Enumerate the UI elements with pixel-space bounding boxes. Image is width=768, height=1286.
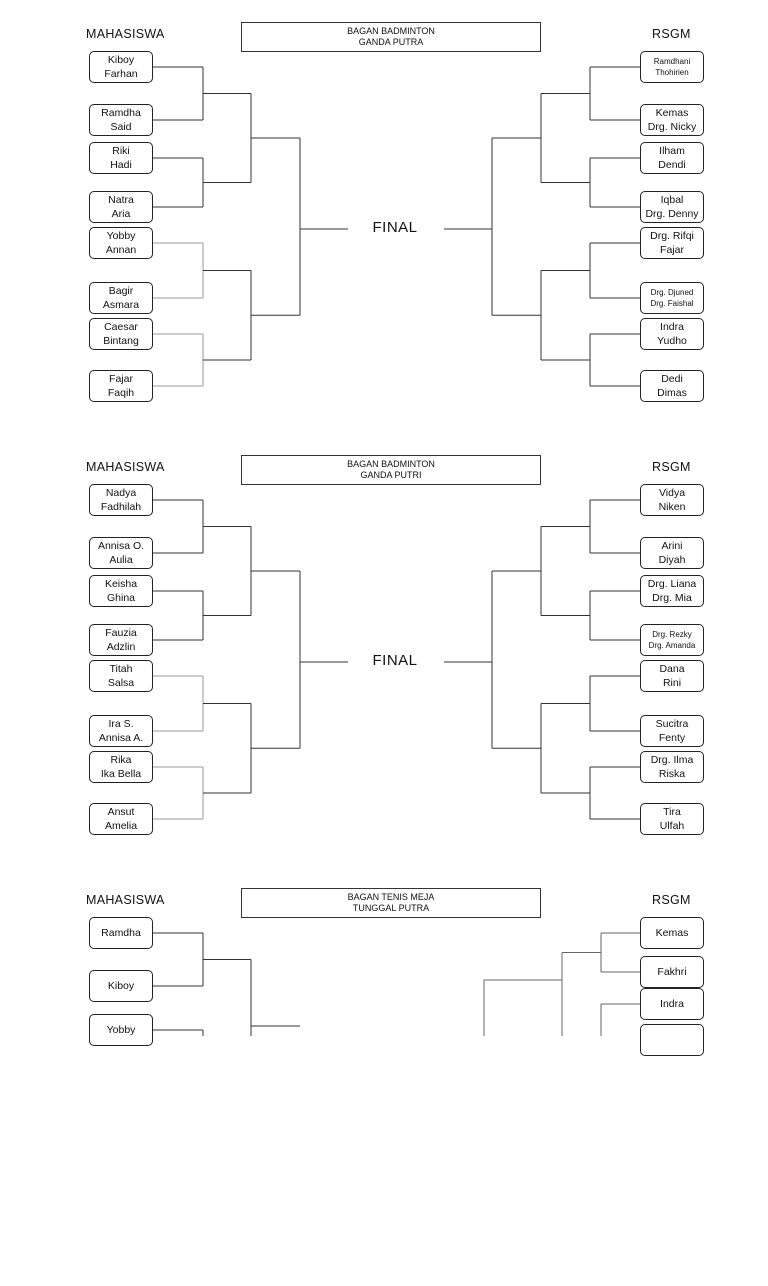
team-player-name: Ulfah bbox=[659, 820, 685, 832]
team-player-name: Drg. Amanda bbox=[648, 641, 696, 650]
right-team-box bbox=[640, 227, 704, 259]
team-player-name: Farhan bbox=[104, 68, 138, 80]
team-player-name: Tira bbox=[663, 806, 681, 818]
team-player-name: Dedi bbox=[661, 373, 683, 385]
right-team-box bbox=[640, 318, 704, 350]
team-player-name: Fauzia bbox=[105, 627, 137, 639]
team-player-name: Salsa bbox=[107, 677, 135, 689]
team-player-name: Kemas bbox=[655, 927, 689, 939]
team-player-name: Aulia bbox=[109, 554, 133, 566]
bracket-title-line-2: GANDA PUTRA bbox=[358, 37, 424, 47]
right-side-label: RSGM bbox=[652, 460, 691, 474]
team-player-name: Kiboy bbox=[107, 54, 135, 66]
team-player-name: Dendi bbox=[658, 159, 686, 171]
team-player-name: Caesar bbox=[104, 321, 138, 333]
team-player-name: Dana bbox=[659, 663, 685, 675]
left-team-box bbox=[89, 104, 153, 136]
right-team-box bbox=[640, 104, 704, 136]
left-side-label: MAHASISWA bbox=[86, 27, 165, 41]
team-player-name: Keisha bbox=[104, 578, 138, 590]
right-team-box bbox=[640, 191, 704, 223]
left-team-box bbox=[89, 624, 153, 656]
team-player-name: Aria bbox=[111, 208, 131, 220]
left-side-label: MAHASISWA bbox=[86, 893, 165, 907]
team-player-name: Ira S. bbox=[108, 718, 134, 730]
bracket-section bbox=[0, 0, 768, 420]
left-team-box bbox=[89, 282, 153, 314]
right-side-label: RSGM bbox=[652, 893, 691, 907]
team-player-name: Drg. Liana bbox=[647, 578, 697, 590]
team-player-name: Bintang bbox=[103, 335, 139, 347]
right-team-box bbox=[640, 803, 704, 835]
right-team-box bbox=[640, 537, 704, 569]
right-side-label: RSGM bbox=[652, 27, 691, 41]
right-team-box bbox=[640, 1024, 704, 1056]
team-player-name: Diyah bbox=[658, 554, 686, 566]
final-label: FINAL bbox=[372, 219, 418, 236]
right-team-box bbox=[640, 575, 704, 607]
left-team-box bbox=[89, 751, 153, 783]
right-team-box bbox=[640, 751, 704, 783]
left-team-box bbox=[89, 370, 153, 402]
left-team-box bbox=[89, 191, 153, 223]
team-player-name: Said bbox=[110, 121, 132, 133]
team-player-name: Drg. Faishal bbox=[650, 299, 694, 308]
team-player-name: Ghina bbox=[106, 592, 136, 604]
team-player-name: Ansut bbox=[107, 806, 135, 818]
team-player-name: Fajar bbox=[660, 244, 684, 256]
right-team-box bbox=[640, 142, 704, 174]
team-player-name: Natra bbox=[108, 194, 134, 206]
team-player-name: Drg. Mia bbox=[652, 592, 692, 604]
team-player-name: Sucitra bbox=[655, 718, 689, 730]
right-team-box bbox=[640, 715, 704, 747]
team-player-name: Fakhri bbox=[657, 966, 687, 978]
left-team-box bbox=[89, 142, 153, 174]
team-player-name: Fajar bbox=[109, 373, 133, 385]
team-player-name: Ramdha bbox=[101, 927, 141, 939]
left-team-box bbox=[89, 318, 153, 350]
right-team-box bbox=[640, 660, 704, 692]
team-player-name: Niken bbox=[658, 501, 686, 513]
team-player-name: Riki bbox=[112, 145, 130, 157]
left-team-box bbox=[89, 575, 153, 607]
team-player-name: Drg. Nicky bbox=[647, 121, 697, 133]
team-player-name: Arini bbox=[661, 540, 683, 552]
team-player-name: Annan bbox=[105, 244, 137, 256]
team-player-name: Annisa A. bbox=[98, 732, 144, 744]
left-team-box bbox=[89, 51, 153, 83]
bracket-title-line-1: BAGAN BADMINTON bbox=[347, 459, 435, 469]
bracket-title-line-2: TUNGGAL PUTRA bbox=[352, 903, 430, 913]
left-team-box bbox=[89, 537, 153, 569]
team-player-name: Kiboy bbox=[107, 980, 135, 992]
team-player-name: Yobby bbox=[106, 1024, 136, 1036]
bracket-title bbox=[241, 22, 541, 52]
team-player-name: Ramdha bbox=[101, 107, 141, 119]
team-player-name: Ramdhani bbox=[653, 57, 691, 66]
bracket-title-line-1: BAGAN TENIS MEJA bbox=[347, 892, 435, 902]
right-team-box bbox=[640, 917, 704, 949]
team-player-name: Iqbal bbox=[660, 194, 684, 206]
team-player-name: Ika Bella bbox=[100, 768, 142, 780]
team-player-name: Yudho bbox=[657, 335, 687, 347]
right-team-box bbox=[640, 484, 704, 516]
team-player-name: Faqih bbox=[107, 387, 135, 399]
left-team-box bbox=[89, 803, 153, 835]
team-player-name: Fadhilah bbox=[100, 501, 142, 513]
team-player-name: Drg. Denny bbox=[645, 208, 699, 220]
team-player-name: Bagir bbox=[108, 285, 134, 297]
right-team-box bbox=[640, 988, 704, 1020]
right-team-box bbox=[640, 51, 704, 83]
bracket-title bbox=[241, 888, 541, 918]
team-player-name: Indra bbox=[660, 321, 684, 333]
team-player-name: Thohirien bbox=[655, 68, 689, 77]
bracket-title bbox=[241, 455, 541, 485]
team-player-name: Drg. Rezky bbox=[652, 630, 692, 639]
team-player-name: Hadi bbox=[110, 159, 132, 171]
team-player-name: Adzlin bbox=[106, 641, 136, 653]
team-player-name: Rini bbox=[662, 677, 682, 689]
team-player-name: Rika bbox=[110, 754, 132, 766]
team-player-name: Yobby bbox=[106, 230, 136, 242]
right-team-box bbox=[640, 956, 704, 988]
team-player-name: Amelia bbox=[104, 820, 138, 832]
team-player-name: Drg. Rifqi bbox=[650, 230, 694, 242]
right-team-box bbox=[640, 624, 704, 656]
team-player-name: Ilham bbox=[659, 145, 685, 157]
team-player-name: Kemas bbox=[655, 107, 689, 119]
team-player-name: Indra bbox=[660, 998, 684, 1010]
team-player-name: Annisa O. bbox=[97, 540, 145, 552]
team-player-name: Drg. Ilma bbox=[650, 754, 694, 766]
left-team-box bbox=[89, 917, 153, 949]
left-team-box bbox=[89, 484, 153, 516]
right-team-box bbox=[640, 282, 704, 314]
team-player-name: Asmara bbox=[102, 299, 140, 311]
team-player-name: Dimas bbox=[657, 387, 687, 399]
bracket-section bbox=[0, 866, 768, 1286]
left-team-box bbox=[89, 660, 153, 692]
bracket-title-line-1: BAGAN BADMINTON bbox=[347, 26, 435, 36]
left-team-box bbox=[89, 970, 153, 1002]
bracket-title-line-2: GANDA PUTRI bbox=[360, 470, 422, 480]
left-team-box bbox=[89, 227, 153, 259]
team-player-name: Nadya bbox=[105, 487, 137, 499]
team-player-name: Titah bbox=[109, 663, 133, 675]
team-player-name: Drg. Djuned bbox=[650, 288, 694, 297]
left-team-box bbox=[89, 1014, 153, 1046]
bracket-section bbox=[0, 433, 768, 853]
team-player-name: Riska bbox=[658, 768, 686, 780]
team-player-name: Vidya bbox=[658, 487, 686, 499]
left-team-box bbox=[89, 715, 153, 747]
final-label: FINAL bbox=[372, 652, 418, 669]
left-side-label: MAHASISWA bbox=[86, 460, 165, 474]
team-player-name: Fenty bbox=[658, 732, 686, 744]
right-team-box bbox=[640, 370, 704, 402]
